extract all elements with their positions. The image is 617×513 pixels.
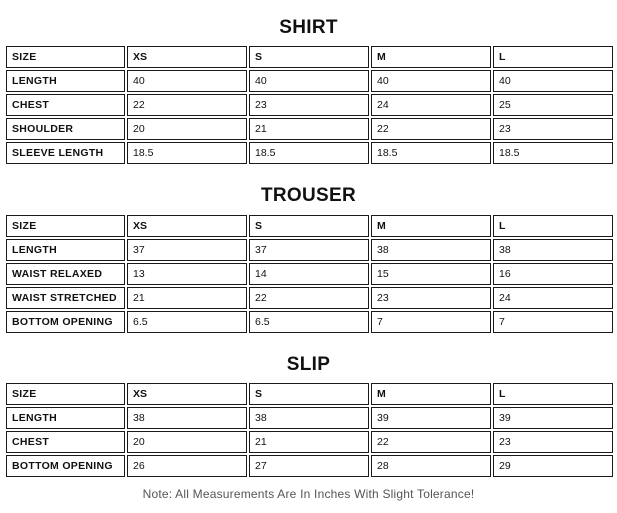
header-cell: S (249, 215, 369, 237)
table-cell: 25 (493, 94, 613, 116)
table-cell: 38 (493, 239, 613, 261)
row-label: WAIST RELAXED (6, 263, 125, 285)
table-cell: 22 (127, 94, 247, 116)
table-row (6, 239, 613, 261)
table-row (6, 70, 613, 92)
header-cell: SIZE (6, 46, 125, 68)
row-label: SLEEVE LENGTH (6, 142, 125, 164)
header-cell: SIZE (6, 383, 125, 405)
row-label: LENGTH (6, 239, 125, 261)
table-cell: 26 (127, 455, 247, 477)
table-cell: 6.5 (249, 311, 369, 333)
table-cell: 23 (249, 94, 369, 116)
header-cell: M (371, 215, 491, 237)
table-cell: 39 (493, 407, 613, 429)
table-cell: 21 (249, 118, 369, 140)
measurement-note: Note: All Measurements Are In Inches With Slight Tolerance! (142, 487, 475, 501)
table-cell: 15 (371, 263, 491, 285)
table-row (6, 94, 613, 116)
table-header-row (6, 383, 613, 405)
header-cell: M (371, 46, 491, 68)
table-cell: 22 (371, 431, 491, 453)
trouser-title: TROUSER (261, 185, 356, 206)
table-cell: 18.5 (249, 142, 369, 164)
table-cell: 28 (371, 455, 491, 477)
table-cell: 23 (371, 287, 491, 309)
header-cell: L (493, 46, 613, 68)
table-row (6, 118, 613, 140)
table-cell: 24 (493, 287, 613, 309)
table-cell: 23 (493, 118, 613, 140)
table-row (6, 455, 613, 477)
row-label: LENGTH (6, 407, 125, 429)
header-cell: S (249, 46, 369, 68)
table-cell: 21 (249, 431, 369, 453)
header-cell: SIZE (6, 215, 125, 237)
row-label: CHEST (6, 94, 125, 116)
table-cell: 21 (127, 287, 247, 309)
table-cell: 24 (371, 94, 491, 116)
row-label: WAIST STRETCHED (6, 287, 125, 309)
shirt-size-table (4, 44, 615, 166)
header-cell: M (371, 383, 491, 405)
table-row (6, 287, 613, 309)
table-cell: 18.5 (493, 142, 613, 164)
table-cell: 18.5 (371, 142, 491, 164)
table-cell: 37 (249, 239, 369, 261)
trouser-size-table (4, 213, 615, 335)
table-header-row (6, 215, 613, 237)
table-row (6, 263, 613, 285)
header-cell: XS (127, 46, 247, 68)
table-cell: 40 (371, 70, 491, 92)
header-cell: L (493, 383, 613, 405)
table-cell: 40 (493, 70, 613, 92)
table-cell: 29 (493, 455, 613, 477)
table-cell: 38 (371, 239, 491, 261)
table-cell: 37 (127, 239, 247, 261)
table-cell: 18.5 (127, 142, 247, 164)
row-label: CHEST (6, 431, 125, 453)
table-cell: 27 (249, 455, 369, 477)
table-cell: 22 (249, 287, 369, 309)
table-row (6, 407, 613, 429)
header-cell: S (249, 383, 369, 405)
table-cell: 13 (127, 263, 247, 285)
header-cell: L (493, 215, 613, 237)
table-cell: 7 (371, 311, 491, 333)
table-cell: 38 (249, 407, 369, 429)
table-row (6, 142, 613, 164)
table-row (6, 311, 613, 333)
table-cell: 20 (127, 431, 247, 453)
row-label: SHOULDER (6, 118, 125, 140)
row-label: BOTTOM OPENING (6, 455, 125, 477)
table-cell: 40 (127, 70, 247, 92)
table-cell: 6.5 (127, 311, 247, 333)
table-cell: 38 (127, 407, 247, 429)
shirt-title: SHIRT (279, 17, 338, 38)
row-label: LENGTH (6, 70, 125, 92)
row-label: BOTTOM OPENING (6, 311, 125, 333)
table-cell: 16 (493, 263, 613, 285)
table-cell: 20 (127, 118, 247, 140)
header-cell: XS (127, 383, 247, 405)
table-cell: 22 (371, 118, 491, 140)
slip-title: SLIP (286, 354, 331, 375)
table-header-row (6, 46, 613, 68)
table-row (6, 431, 613, 453)
header-cell: XS (127, 215, 247, 237)
table-cell: 14 (249, 263, 369, 285)
slip-size-table (4, 381, 615, 479)
table-cell: 23 (493, 431, 613, 453)
table-cell: 39 (371, 407, 491, 429)
table-cell: 40 (249, 70, 369, 92)
table-cell: 7 (493, 311, 613, 333)
